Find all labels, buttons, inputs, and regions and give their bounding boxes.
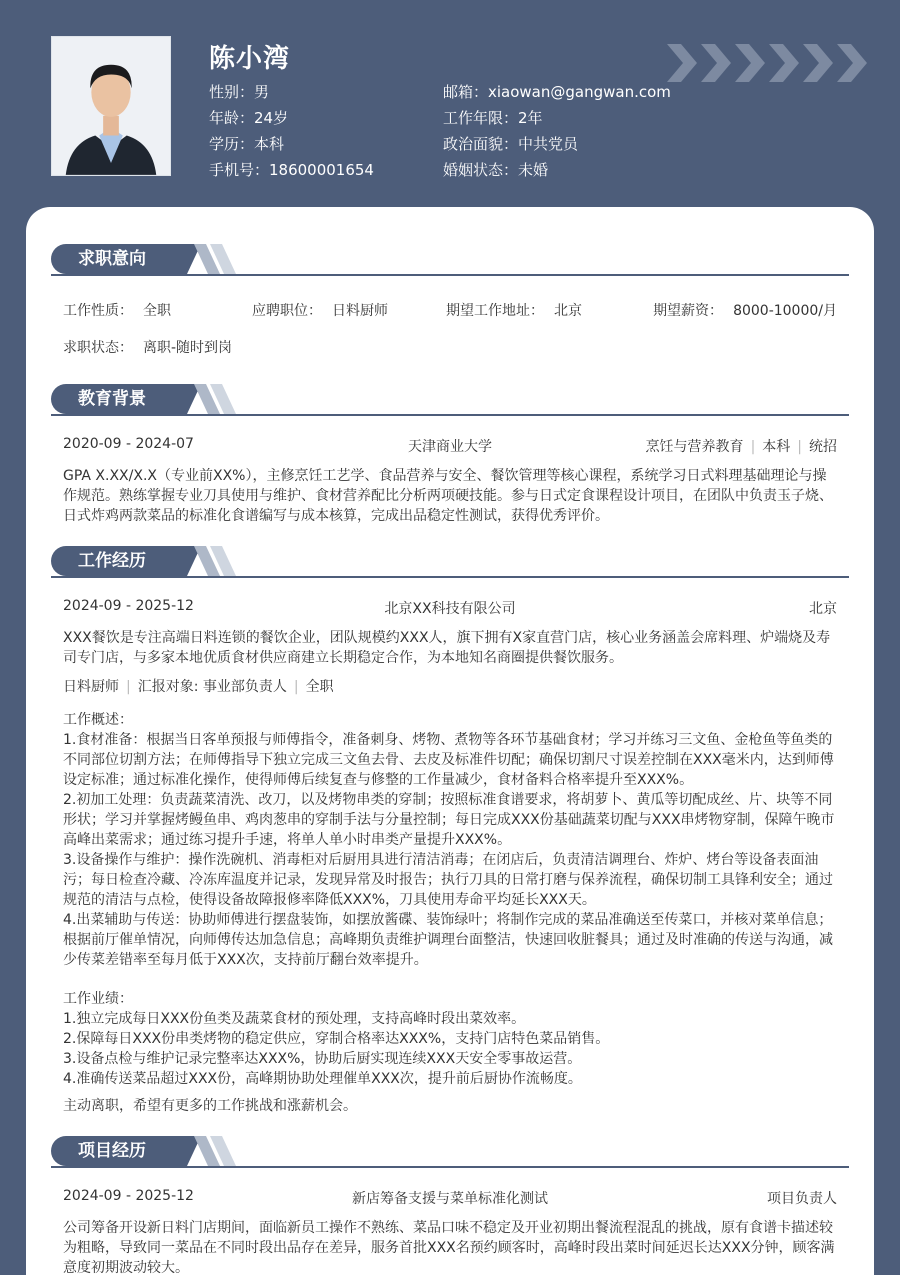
project-role: 项目负责人 <box>767 1191 837 1207</box>
company-name: 北京XX科技有限公司 <box>384 601 516 617</box>
section-title: 工作经历 <box>51 546 187 576</box>
education-description: GPA X.XX/X.X（专业前XX%），主修烹饪工艺学、食品营养与安全、餐饮管理等核心课程，系统学习日式料理基础理论与操作规范。熟练掌握专业刀具使用与维护、食材营养配比分析两项硬技能。参与日式定食课程设计项目，在团队中负责玉子烧、日式炸鸡两款菜品的标准化食谱编写与成本核算，完成出品稳定性测试，获得优秀评价。 <box>63 468 833 524</box>
intent-status-row: 求职状态： 离职-随时到岗 <box>63 340 233 356</box>
basic-info-right <box>443 82 671 186</box>
section-title: 求职意向 <box>51 244 187 274</box>
work-city: 北京 <box>809 601 837 617</box>
project-description: 公司筹备开设新日料门店期间，面临新员工操作不熟练、菜品口味不稳定及开业初期出餐流程混乱的挑战，原有食谱卡描述较为粗略，导致同一菜品在不同时段出品存在差异，服务首批XXX名预约顾客时，高峰时段出菜时间延迟长达XXX分钟，顾客满意度初期波动较大。 <box>63 1220 835 1275</box>
email-info: 邮箱：xiaowan@gangwan.com <box>443 83 671 101</box>
project-period: 2024-09 - 2025-12 <box>63 1188 194 1204</box>
project-name: 新店筹备支援与菜单标准化测试 <box>352 1191 548 1207</box>
profile-photo <box>51 36 171 176</box>
education-details: 烹饪与营养教育 | 本科 | 统招 <box>645 439 837 455</box>
section-header-project <box>51 1136 849 1168</box>
work-role-row: 日料厨师 | 汇报对象: 事业部负责人 | 全职 <box>63 679 334 695</box>
work-overview: 工作概述： 1.食材准备：根据当日客单预报与师傅指令，准备刺身、烤物、煮物等各环节基础食材；学习并练习三文鱼、金枪鱼等鱼类的不同部位切割方法；在师傅指导下独立完成三文鱼去骨、去皮及标准件切配；确保切割尺寸误差控制在XXX毫米内，达到师傅设定标准；通过标准化操作，使得师傅后续复查与修整的工作量减少，食材备料合格率提升至XXX%。 2.初加工处理：负责蔬菜清洗、改刀，以及烤物串类的穿制；按照标准食谱要求，将胡萝卜、黄瓜等切配成丝、片、块等不同形状；学习并掌握烤鳗鱼串、鸡肉葱串的穿制手法与分量控制；每日完成XXX份基础蔬菜切配与XXX串烤物穿制，保障午晚市高峰出菜需求；通过练习提升手速，将单人单小时串类产量提升XXX%。 3.设备操作与维护：操作洗碗机、消毒柜对后厨用具进行清洁消毒；在闭店后，负责清洁调理台、炸炉、烤台等设备表面油污；每日检查冷藏、冷冻库温度并记录，发现异常及时报告；执行刀具的日常打磨与保养流程，确保切制工具锋利安全；通过规范的清洁与点检，使得设备故障报修率降低XXX%，刀具使用寿命平均延长XXX天。 4.出菜辅助与传送：协助师傅进行摆盘装饰，如摆放酱碟、装饰绿叶；将制作完成的菜品准确送至传菜口，并核对菜单信息；根据前厅催单情况，向师傅传达加急信息；高峰期负责维护调理台面整洁，快速回收脏餐具；通过及时准确的传送与沟通，减少传菜差错率至每月低于XXX次，支持前厅翻台效率提升。 <box>63 712 835 968</box>
age-info: 年龄：24岁 <box>209 109 289 127</box>
company-intro: XXX餐饮是专注高端日料连锁的餐饮企业，团队规模约XXX人，旗下拥有X家直营门店，核心业务涵盖会席料理、炉端烧及寿司专门店，与多家本地优质食材供应商建立长期稳定合作，为本地知名商圈提供餐饮服务。 <box>63 630 831 666</box>
school-name: 天津商业大学 <box>408 439 492 455</box>
work-period: 2024-09 - 2025-12 <box>63 598 194 614</box>
leave-reason: 主动离职，希望有更多的工作挑战和涨薪机会。 <box>63 1098 357 1114</box>
gender-info: 性别：男 <box>209 83 270 101</box>
education-info: 学历：本科 <box>209 135 285 153</box>
person-icon <box>52 37 170 175</box>
chevron-decoration-icon <box>667 44 867 82</box>
section-header-education <box>51 384 849 416</box>
resume-header <box>0 0 900 210</box>
section-title: 教育背景 <box>51 384 187 414</box>
phone-info: 手机号：18600001654 <box>209 161 374 179</box>
work-years-info: 工作年限：2年 <box>443 109 543 127</box>
basic-info-left <box>209 82 374 186</box>
work-achievements: 工作业绩： 1.独立完成每日XXX份鱼类及蔬菜食材的预处理，支持高峰时段出菜效率。 2.保障每日XXX份串类烤物的稳定供应，穿制合格率达XXX%，支持门店特色菜品销售。 3.设备点检与维护记录完整率达XXX%，协助后厨实现连续XXX天安全零事故运营。 4.准确传送菜品超过XXX份，高峰期协助处理催单XXX次，提升前后厨协作流畅度。 <box>63 991 610 1087</box>
resume-body: 求职意向 工作性质： 全职 应聘职位： 日料厨师 期望工作地址： 北京 期望薪资： 8000-10000/月 求职状态： 离职-随时到岗 教育背景 2020-09 - 2024-07 天津商业大学 烹饪与营养教育 | 本科 | 统招 GPA X.XX/X.X（专业前XX%），主修烹饪工艺学、食品营养与安全、餐饮管理等核心课程，系统学习日式料理基础理论与操作规范。熟练掌握专业刀具使用与维护、食材营养配比分析两项硬技能。参与日式定食课程设计项目，在团队中负责玉子烧、日式炸鸡两款菜品的标准化食谱编写与成本核算，完成出品稳定性测试，获得优秀评价。 工作经历 2024-09 - 2025-12 北京XX科技有限公司 北京 XXX餐饮是专注高端日料连锁的餐饮企业，团队规模约XXX人，旗下拥有X家直营门店，核心业务涵盖会席料理、炉端烧及寿司专门店，与多家本地优质食材供应商建立长期稳定合作，为本地知名商圈提供餐饮服务。 日料厨师 | 汇报对象: 事业部负责人 | 全职 工作概述： 1.食材准备：根据当日客单预报与师傅指令，准备刺身、烤物、煮物等各环节基础食材；学习并练习三文鱼、金枪鱼等鱼类的不同部位切割方法；在师傅指导下独立完成三文鱼去骨、去皮及标准件切配；确保切割尺寸误差控制在XXX毫米内，达到师傅设定标准；通过标准化操作，使得师傅后续复查与修整的工作量减少，食材备料合格率提升至XXX%。 2.初加工处理：负责蔬菜清洗、改刀，以及烤物串类的穿制；按照标准食谱要求，将胡萝卜、黄瓜等切配成丝、片、块等不同形状；学习并掌握烤鳗鱼串、鸡肉葱串的穿制手法与分量控制；每日完成XXX份基础蔬菜切配与XXX串烤物穿制，保障午晚市高峰出菜需求；通过练习提升手速，将单人单小时串类产量提升XXX%。 3.设备操作与维护：操作洗碗机、消毒柜对后厨用具进行清洁消毒；在闭店后，负责清洁调理台、炸炉、烤台等设备表面油污；每日检查冷藏、冷冻库温度并记录，发现异常及时报告；执行刀具的日常打磨与保养流程，确保切制工具锋利安全；通过规范的清洁与点检，使得设备故障报修率降低XXX%，刀具使用寿命平均延长XXX天。 4.出菜辅助与传送：协助师傅进行摆盘装饰，如摆放酱碟、装饰绿叶；将制作完成的菜品准确送至传菜口，并核对菜单信息；根据前厅催单情况，向师傅传达加急信息；高峰期负责维护调理台面整洁，快速回收脏餐具；通过及时准确的传送与沟通，减少传菜差错率至每月低于XXX次，支持前厅翻台效率提升。 工作业绩： 1.独立完成每日XXX份鱼类及蔬菜食材的预处理，支持高峰时段出菜效率。 2.保障每日XXX份串类烤物的稳定供应，穿制合格率达XXX%，支持门店特色菜品销售。 3.设备点检与维护记录完整率达XXX%，协助后厨实现连续XXX天安全零事故运营。 4.准确传送菜品超过XXX份，高峰期协助处理催单XXX次，提升前后厨协作流畅度。 主动离职，希望有更多的工作挑战和涨薪机会。 项目经历 2024-09 - 2025-12 新店筹备支援与菜单标准化测试 项目负责人 公司筹备开设新日料门店期间，面临新员工操作不熟练、菜品口味不稳定及开业初期出餐流程混乱的挑战，原有食谱卡描述较为粗略，导致同一菜品在不同时段出品存在差异，服务首批XXX名预约顾客时，高峰时段出菜时间延迟长达XXX分钟，顾客满意度初期波动较大。 <box>26 207 874 1275</box>
marital-status-info: 婚姻状态：未婚 <box>443 161 549 179</box>
political-status-info: 政治面貌：中共党员 <box>443 135 579 153</box>
section-title: 项目经历 <box>51 1136 187 1166</box>
section-header-intent <box>51 244 849 276</box>
section-header-work <box>51 546 849 578</box>
candidate-name: 陈小湾 <box>209 44 291 74</box>
education-period: 2020-09 - 2024-07 <box>63 436 194 452</box>
